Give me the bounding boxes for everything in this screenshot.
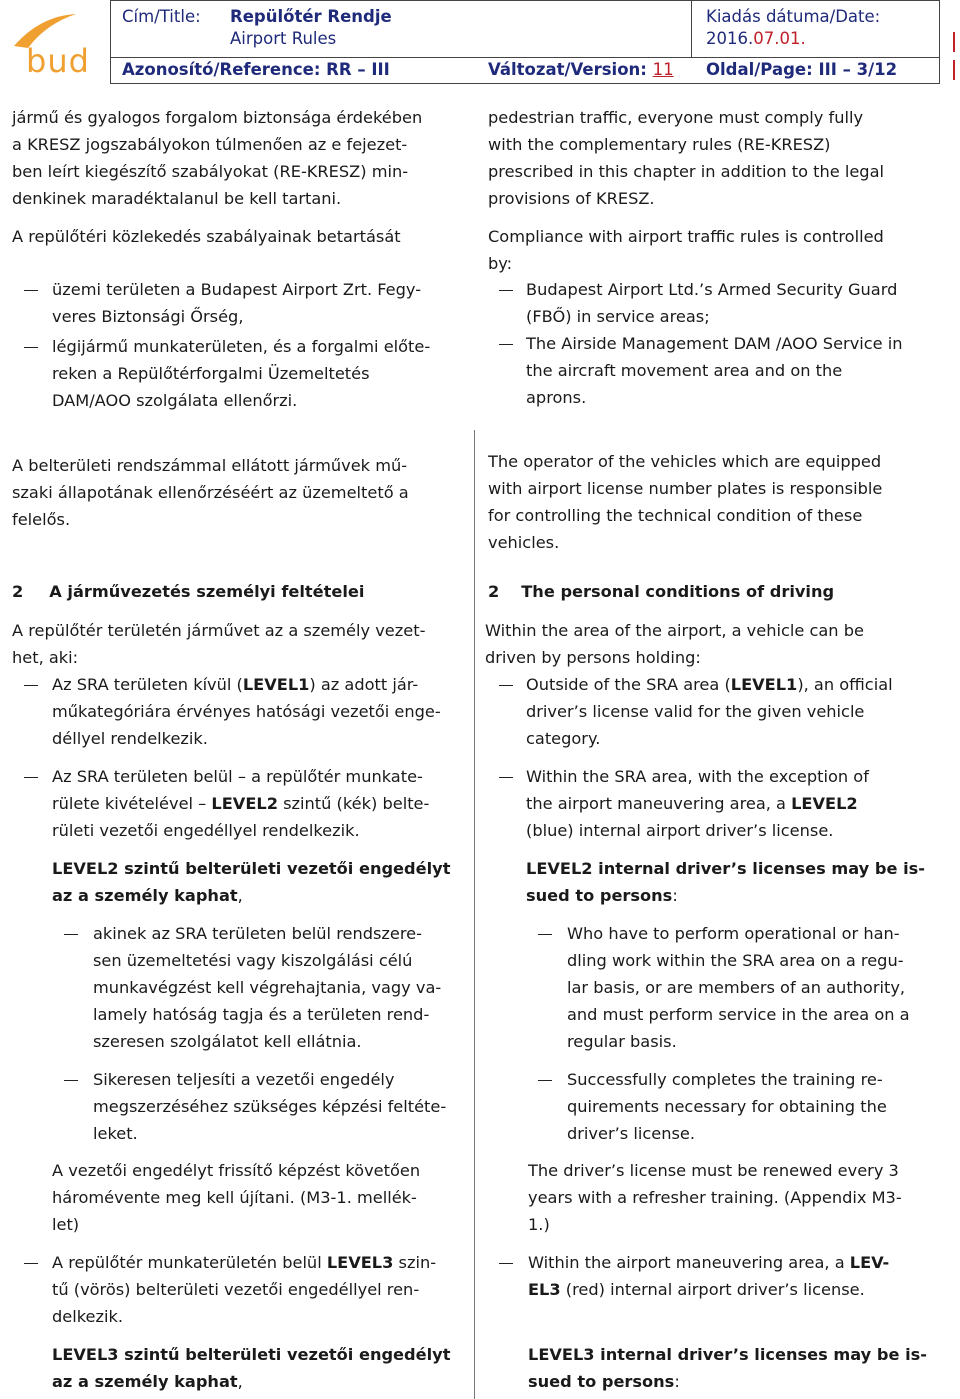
dash-icon bbox=[24, 685, 38, 686]
dash-icon bbox=[64, 1080, 78, 1081]
dash-icon bbox=[499, 344, 513, 345]
right-p4: Within the area of the airport, a vehicle can be driven by persons holding: bbox=[485, 621, 864, 667]
title-hu: Repülőtér Rendje bbox=[230, 7, 392, 26]
date-label: Kiadás dátuma/Date: bbox=[706, 7, 881, 26]
left-b7: A repülőtér munkaterületén belül LEVEL3 szin- tű (vörös) belterületi vezetői engedéllyel ren- delkezik. bbox=[52, 1253, 437, 1326]
dash-icon bbox=[499, 685, 513, 686]
version bbox=[488, 59, 674, 81]
right-p1: pedestrian traffic, everyone must comply fully with the complementary rules (RE-KRESZ) prescribed in this chapter in addition to the legal provisions of KRESZ. bbox=[488, 108, 885, 208]
dash-icon bbox=[538, 934, 552, 935]
right-b4: Within the SRA area, with the exception of the airport maneuvering area, a LEVEL2 (blue) internal airport driver’s license. bbox=[526, 767, 869, 840]
company-logo bbox=[2, 6, 102, 78]
left-b3: Az SRA területen kívül (LEVEL1) az adott jár- műkategóriára érvényes hatósági vezetői enge- déllyel rendelkezik. bbox=[52, 675, 441, 748]
title-en: Airport Rules bbox=[230, 29, 337, 48]
left-b5: akinek az SRA területen belül rendszere- sen üzemeltetési vagy kiszolgálási célú munkavégzést kell végrehajtania, vagy va- lamely hatóság tagja és a területen rend- szeresen szolgálatot kell ellátnia. bbox=[93, 924, 442, 1051]
version-label: Változat/Version: bbox=[488, 60, 653, 79]
left-p2: A repülőtéri közlekedés szabályainak betartását bbox=[12, 227, 401, 246]
title-label: Cím/Title: bbox=[122, 7, 201, 26]
change-bar-top bbox=[953, 32, 955, 52]
dash-icon bbox=[64, 934, 78, 935]
right-b7: Within the airport maneuvering area, a LEV- EL3 (red) internal airport driver’s license. bbox=[528, 1253, 890, 1299]
dash-icon bbox=[24, 347, 38, 348]
change-bar-mid bbox=[953, 60, 955, 80]
left-b4: Az SRA területen belül – a repülőtér munkate- rülete kivételével – LEVEL2 szintű (kék) belte- rületi vezetői engedéllyel rendelkezik. bbox=[52, 767, 430, 840]
left-p5: LEVEL2 szintű belterületi vezetői engedélyt az a személy kaphat, bbox=[52, 859, 451, 905]
right-p5: LEVEL2 internal driver’s licenses may be is- sued to persons: bbox=[526, 859, 925, 905]
right-b6: Successfully completes the training re- quirements necessary for obtaining the driver’s license. bbox=[567, 1070, 887, 1143]
date-value bbox=[706, 28, 806, 50]
left-b6: Sikeresen teljesíti a vezetői engedély megszerzéséhez szükséges képzési feltéte- leket. bbox=[93, 1070, 447, 1143]
right-b5: Who have to perform operational or han- dling work within the SRA area on a regu- lar basis, or are members of an authority, and must perform service in the area on a regular basis. bbox=[567, 924, 910, 1051]
reference: Azonosító/Reference: RR – III bbox=[122, 60, 390, 79]
dash-icon bbox=[499, 290, 513, 291]
right-b3: Outside of the SRA area (LEVEL1), an official driver’s license valid for the given vehicle category. bbox=[526, 675, 893, 748]
left-b1: üzemi területen a Budapest Airport Zrt. Fegy- veres Biztonsági Őrség, bbox=[52, 280, 422, 326]
column-divider bbox=[474, 430, 475, 1399]
page-number: Oldal/Page: III – 3/12 bbox=[706, 60, 898, 79]
version-value: 11 bbox=[652, 60, 674, 79]
right-b2: The Airside Management DAM /AOO Service in the aircraft movement area and on the aprons. bbox=[526, 334, 903, 407]
dash-icon bbox=[24, 1263, 38, 1264]
left-p1: jármű és gyalogos forgalom biztonsága érdekében a KRESZ jogszabályokon túlmenően az e fejezet- ben leírt kiegészítő szabályokat (RE-KRESZ) min- denkinek maradéktalanul be kell tartani. bbox=[12, 108, 423, 208]
right-p3: The operator of the vehicles which are equipped with airport license number plates is responsible for controlling the technical condition of these vehicles. bbox=[488, 452, 883, 552]
logo-text: bud bbox=[26, 42, 90, 80]
dash-icon bbox=[499, 1263, 513, 1264]
right-p6: The driver’s license must be renewed every 3 years with a refresher training. (Appendix M3- 1.) bbox=[528, 1161, 902, 1234]
left-p6: A vezetői engedélyt frissítő képzést követően háromévente meg kell újítani. (M3-1. mellék- let) bbox=[52, 1161, 421, 1234]
right-section-heading: 2 The personal conditions of driving bbox=[488, 582, 835, 601]
left-b2: légijármű munkaterületen, és a forgalmi előte- reken a Repülőtérforgalmi Üzemeltetés DAM/AOO szolgálata ellenőrzi. bbox=[52, 337, 431, 410]
right-p2: Compliance with airport traffic rules is controlled by: bbox=[488, 227, 884, 273]
left-p4: A repülőtér területén járművet az a személy vezet- het, aki: bbox=[12, 621, 426, 667]
dash-icon bbox=[499, 777, 513, 778]
date-daymonth: 07.01. bbox=[753, 29, 806, 48]
left-p7: LEVEL3 szintű belterületi vezetői engedélyt az a személy kaphat, bbox=[52, 1345, 451, 1391]
dash-icon bbox=[538, 1080, 552, 1081]
left-section-heading: 2 A járművezetés személyi feltételei bbox=[12, 582, 365, 601]
dash-icon bbox=[24, 777, 38, 778]
date-year: 2016. bbox=[706, 29, 754, 48]
left-p3: A belterületi rendszámmal ellátott járművek mű- szaki állapotának ellenőrzéséért az üzemeltető a felelős. bbox=[12, 456, 409, 529]
right-p7: LEVEL3 internal driver’s licenses may be is- sued to persons: bbox=[528, 1345, 927, 1391]
dash-icon bbox=[24, 290, 38, 291]
right-b1: Budapest Airport Ltd.’s Armed Security Guard (FBŐ) in service areas; bbox=[526, 280, 898, 326]
